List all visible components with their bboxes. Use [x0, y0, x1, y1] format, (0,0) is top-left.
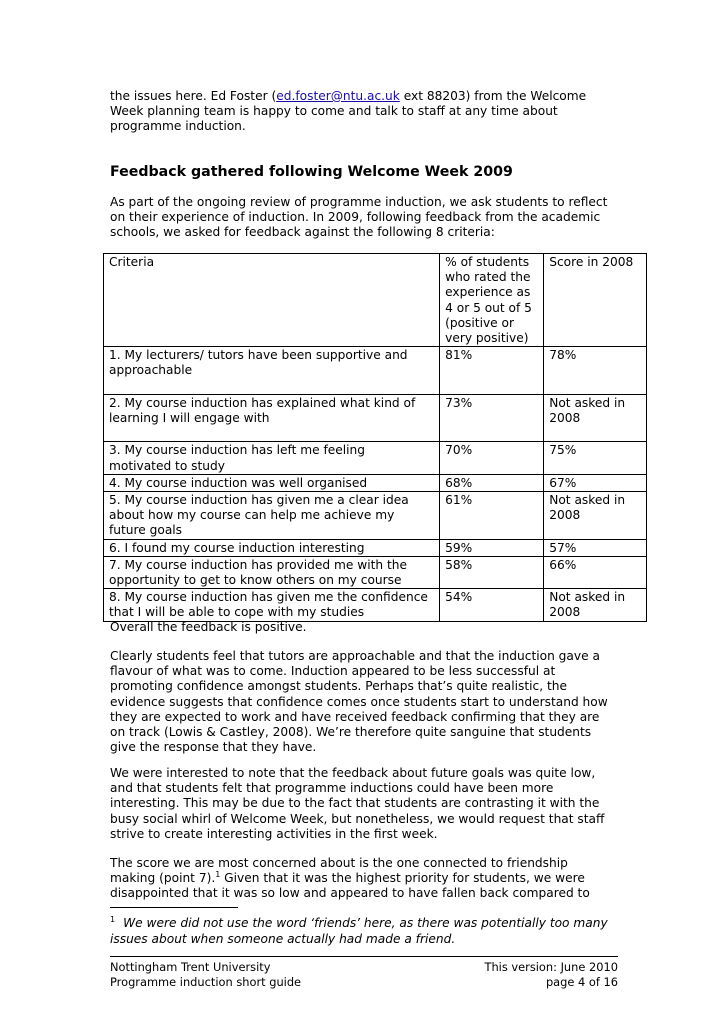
score-line: 2008 — [549, 411, 581, 426]
footnote-line: issues about when someone actually had made a friend. — [110, 932, 456, 947]
intro-line — [110, 89, 630, 104]
criteria-line: 4. My course induction was well organised — [109, 475, 368, 490]
score-line: Not asked in — [549, 493, 626, 508]
header-percent — [440, 254, 544, 347]
score-line: 57% — [549, 540, 577, 555]
footer-version: This version: June 2010 — [484, 960, 618, 974]
criteria-cell — [104, 492, 440, 540]
criteria-cell — [104, 589, 440, 621]
score-cell — [544, 539, 647, 556]
score-cell — [544, 474, 647, 491]
header-score: Score in 2008 — [544, 254, 647, 347]
criteria-line: approachable — [109, 363, 193, 378]
score-cell — [544, 442, 647, 474]
cell-spacer — [109, 426, 434, 441]
header-percent-line: 4 or 5 out of 5 — [445, 300, 532, 315]
score-line: 66% — [549, 557, 577, 572]
criteria-line: 5. My course induction has given me a clear idea — [109, 493, 409, 508]
paragraph-line: disappointed that it was so low and appeared to have fallen back compared to — [110, 886, 590, 901]
criteria-line: learning I will engage with — [109, 411, 270, 426]
table-row — [104, 589, 647, 621]
paragraph-line: As part of the ongoing review of programme induction, we ask students to reflect — [110, 195, 608, 209]
table-row — [104, 347, 647, 395]
criteria-line: 3. My course induction has left me feeling — [109, 443, 366, 458]
table-row — [104, 556, 647, 588]
paragraph-line: flavour of what was to come. Induction appeared to be less successful at — [110, 664, 556, 679]
score-line: 67% — [549, 475, 577, 490]
criteria-cell — [104, 394, 440, 442]
intro-paragraph — [110, 89, 630, 135]
paragraph-line: interesting. This may be due to the fact that students are contrasting it with the — [110, 796, 600, 811]
percent-cell: 59% — [440, 539, 544, 556]
footnote — [110, 912, 630, 947]
criteria-line: motivated to study — [109, 458, 225, 473]
criteria-cell — [104, 347, 440, 395]
score-cell — [544, 347, 647, 395]
footnote-separator — [110, 907, 238, 908]
footnote-reference: 1 — [215, 870, 221, 880]
confidence-paragraph — [110, 649, 630, 755]
criteria-line: opportunity to get to know others on my course — [109, 573, 402, 588]
header-criteria: Criteria — [104, 254, 440, 347]
percent-cell: 58% — [440, 556, 544, 588]
header-percent-line: who rated the — [445, 270, 531, 285]
criteria-line: 8. My course induction has given me the confidence — [109, 590, 428, 605]
future-goals-paragraph — [110, 766, 630, 842]
score-line: Not asked in — [549, 590, 626, 605]
header-percent-line: experience as — [445, 285, 531, 300]
criteria-cell — [104, 556, 440, 588]
intro-line: Week planning team is happy to come and talk to staff at any time about — [110, 104, 558, 119]
criteria-line: future goals — [109, 523, 183, 538]
criteria-line: 1. My lecturers/ tutors have been supportive and — [109, 348, 408, 363]
criteria-cell — [104, 539, 440, 556]
header-percent-line: very positive) — [445, 331, 529, 346]
footer-right — [440, 960, 618, 990]
overall-paragraph — [110, 620, 630, 635]
paragraph-line: evidence suggests that confidence comes once students start to understand how — [110, 694, 608, 709]
friendship-paragraph — [110, 856, 630, 902]
footnote-line — [110, 912, 630, 931]
paragraph-text: making (point 7). — [110, 871, 216, 886]
paragraph-line: and that students felt that programme inductions could have been more — [110, 781, 554, 796]
paragraph-line: on track (Lowis & Castley, 2008). We’re therefore quite sanguine that students — [110, 725, 592, 740]
score-line: Not asked in — [549, 395, 626, 410]
paragraph-line: give the response that they have. — [110, 740, 317, 755]
header-percent-line: (positive or — [445, 315, 515, 330]
percent-cell: 81% — [440, 347, 544, 395]
footer-document-title: Programme induction short guide — [110, 975, 302, 989]
paragraph-line: strive to create interesting activities in the first week. — [110, 826, 438, 841]
table-row — [104, 539, 647, 556]
footnote-text: We were did not use the word ‘friends’ here, as there was potentially too many — [123, 916, 608, 931]
criteria-cell — [104, 474, 440, 491]
section-heading: Feedback gathered following Welcome Week 2009 — [110, 164, 513, 180]
paragraph-text: Given that it was the highest priority for students, we were — [220, 871, 585, 886]
score-cell — [544, 394, 647, 442]
criteria-line: 2. My course induction has explained what kind of — [109, 395, 416, 410]
score-cell — [544, 556, 647, 588]
table-row — [104, 492, 647, 540]
footer-left — [110, 960, 301, 990]
paragraph-line: promoting confidence amongst students. Perhaps that’s quite realistic, the — [110, 679, 567, 694]
paragraph-line: Overall the feedback is positive. — [110, 620, 307, 634]
score-cell — [544, 589, 647, 621]
table-header-row — [104, 254, 647, 347]
footer-page-number: page 4 of 16 — [545, 975, 618, 989]
footer-divider — [110, 956, 618, 957]
footer-institution: Nottingham Trent University — [110, 960, 271, 974]
intro-text: the issues here. Ed Foster ( — [110, 89, 277, 103]
feedback-table — [103, 253, 647, 622]
score-line: 78% — [549, 348, 577, 363]
percent-cell: 73% — [440, 394, 544, 442]
percent-cell: 68% — [440, 474, 544, 491]
score-line: 2008 — [549, 508, 581, 523]
email-link[interactable]: ed.foster@ntu.ac.uk — [276, 89, 400, 103]
paragraph-line: schools, we asked for feedback against the following 8 criteria: — [110, 225, 495, 240]
paragraph-line: We were interested to note that the feedback about future goals was quite low, — [110, 766, 596, 780]
score-cell — [544, 492, 647, 540]
table-row — [104, 474, 647, 491]
paragraph-line: The score we are most concerned about is the one connected to friendship — [110, 856, 568, 870]
header-percent-line: % of students — [445, 255, 530, 269]
table-row — [104, 442, 647, 474]
paragraph-line — [110, 871, 630, 886]
criteria-line: 7. My course induction has provided me with the — [109, 557, 407, 572]
paragraph-line: they are expected to work and have received feedback confirming that they are — [110, 709, 600, 724]
cell-spacer — [109, 379, 434, 394]
score-line: 2008 — [549, 605, 581, 620]
score-line: 75% — [549, 443, 577, 458]
criteria-cell — [104, 442, 440, 474]
paragraph-line: Clearly students feel that tutors are approachable and that the induction gave a — [110, 649, 600, 663]
paragraph-line: busy social whirl of Welcome Week, but nonetheless, we would request that staff — [110, 811, 605, 826]
percent-cell: 70% — [440, 442, 544, 474]
intro-criteria-paragraph — [110, 195, 630, 241]
percent-cell: 61% — [440, 492, 544, 540]
table-row — [104, 394, 647, 442]
criteria-line: 6. I found my course induction interesting — [109, 540, 365, 555]
intro-text: ext 88203) from the Welcome — [399, 89, 587, 103]
intro-line: programme induction. — [110, 119, 246, 134]
percent-cell: 54% — [440, 589, 544, 621]
criteria-line: about how my course can help me achieve my — [109, 508, 395, 523]
criteria-line: that I will be able to cope with my studies — [109, 605, 365, 620]
footnote-number: 1 — [110, 915, 116, 924]
paragraph-line: on their experience of induction. In 2009, following feedback from the academic — [110, 210, 601, 225]
